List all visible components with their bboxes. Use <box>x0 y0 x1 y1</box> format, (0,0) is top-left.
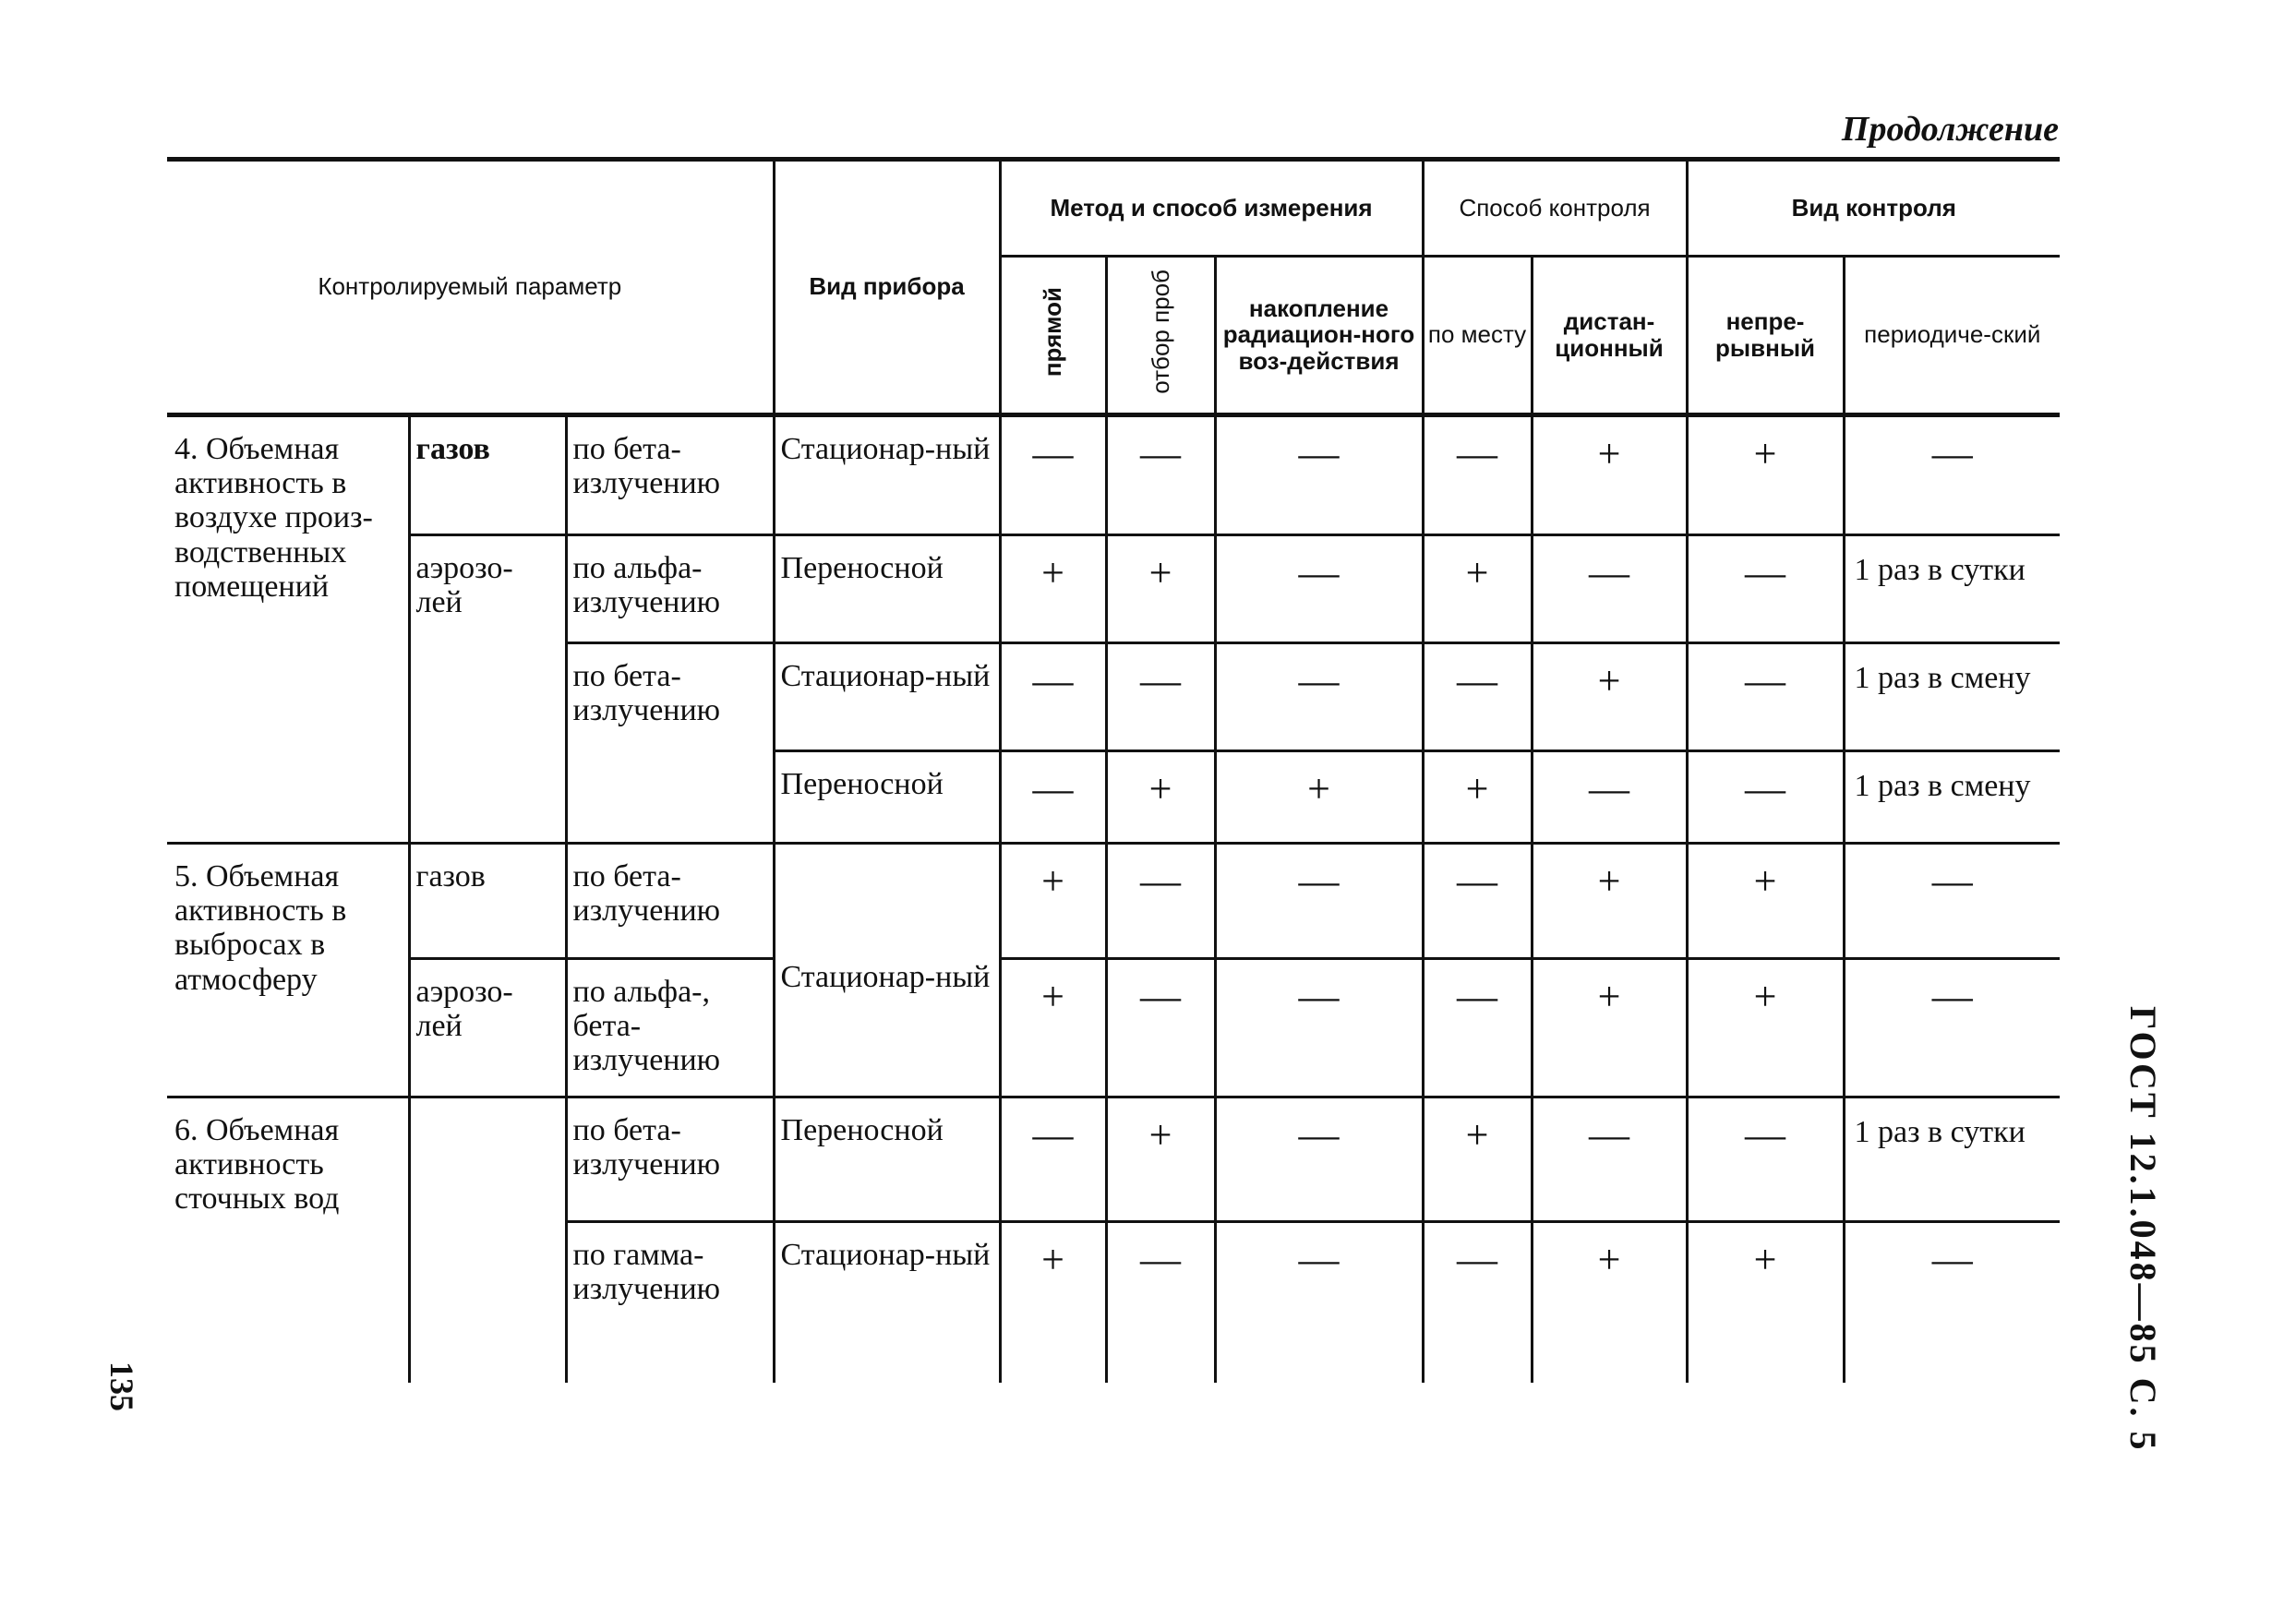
mark-cell: — <box>1844 958 2060 1097</box>
mark-cell: — <box>1844 843 2060 958</box>
device-cell: Стационар-ный <box>774 642 1000 750</box>
radiation-cell: по бета-излучению <box>566 414 774 534</box>
mark-cell: — <box>1215 1097 1423 1221</box>
header-periodic: периодиче-ский <box>1844 256 2060 414</box>
header-sampling: отбор проб <box>1106 256 1215 414</box>
header-remote: дистан-ционный <box>1532 256 1687 414</box>
mark-cell: + <box>1423 1097 1532 1221</box>
mark-cell: + <box>1000 843 1106 958</box>
mark-cell: + <box>1215 750 1423 843</box>
radiation-cell: по альфа-излучению <box>566 534 774 642</box>
mark-cell: — <box>1687 534 1844 642</box>
mark-cell: + <box>1423 750 1532 843</box>
radiation-cell: по бета-излучению <box>566 843 774 958</box>
mark-cell: + <box>1532 1221 1687 1383</box>
mark-cell: — <box>1215 534 1423 642</box>
mark-cell: — <box>1423 414 1532 534</box>
mark-cell: — <box>1215 642 1423 750</box>
mark-cell: + <box>1106 1097 1215 1221</box>
header-param: Контролируемый параметр <box>167 162 774 414</box>
mark-cell: — <box>1423 958 1532 1097</box>
continuation-label: Продолжение <box>1841 110 2059 149</box>
mark-cell: + <box>1000 1221 1106 1383</box>
medium-cell: газов <box>409 843 566 958</box>
radiation-cell: по бета-излучению <box>566 1097 774 1221</box>
mark-cell: — <box>1687 750 1844 843</box>
periodic-cell: 1 раз в смену <box>1844 642 2060 750</box>
medium-cell: аэрозо-лей <box>409 534 566 843</box>
page-number: 135 <box>103 1361 140 1411</box>
device-cell: Переносной <box>774 1097 1000 1221</box>
mark-cell: + <box>1532 843 1687 958</box>
param-cell: 4. Объемная активность в воздухе произ-водственных помещений <box>174 431 373 605</box>
mark-cell: — <box>1215 958 1423 1097</box>
mark-cell: + <box>1687 958 1844 1097</box>
mark-cell: + <box>1106 534 1215 642</box>
param-cell: 6. Объемная активность сточных вод <box>167 1097 409 1383</box>
mark-cell: + <box>1687 1221 1844 1383</box>
mark-cell: + <box>1423 534 1532 642</box>
medium-cell: аэрозо-лей <box>409 958 566 1097</box>
radiation-cell: по альфа-, бета-излучению <box>566 958 774 1097</box>
header-device-type: Вид прибора <box>774 162 1000 414</box>
mark-cell: — <box>1423 642 1532 750</box>
mark-cell: — <box>1687 642 1844 750</box>
header-direct: прямой <box>1000 256 1106 414</box>
mark-cell: — <box>1844 414 2060 534</box>
mark-cell: + <box>1687 414 1844 534</box>
mark-cell: — <box>1106 958 1215 1097</box>
table-row <box>167 1097 2060 1221</box>
mark-cell: + <box>1000 958 1106 1097</box>
mark-cell: — <box>1000 750 1106 843</box>
mark-cell: — <box>1106 843 1215 958</box>
device-cell: Переносной <box>774 534 1000 642</box>
mark-cell: — <box>1106 414 1215 534</box>
radiation-cell: по бета-излучению <box>566 642 774 843</box>
mark-cell: — <box>1687 1097 1844 1221</box>
mark-cell: — <box>1215 414 1423 534</box>
periodic-cell: 1 раз в сутки <box>1844 1097 2060 1221</box>
header-control-method: Способ контроля <box>1423 162 1687 256</box>
mark-cell: — <box>1532 534 1687 642</box>
table-row <box>167 958 2060 1097</box>
device-cell: Стационар-ный <box>774 1221 1000 1383</box>
mark-cell: — <box>1844 1221 2060 1383</box>
table-row <box>167 414 2060 534</box>
mark-cell: — <box>1000 1097 1106 1221</box>
mark-cell: — <box>1106 1221 1215 1383</box>
standard-code: ГОСТ 12.1.048—85 С. 5 <box>2122 1006 2164 1453</box>
header-method-group: Метод и способ измерения <box>1000 162 1423 256</box>
mark-cell: + <box>1532 958 1687 1097</box>
device-cell: Переносной <box>774 750 1000 843</box>
medium-cell: газов <box>409 414 566 534</box>
header-local: по месту <box>1423 256 1532 414</box>
periodic-cell: 1 раз в сутки <box>1844 534 2060 642</box>
radiation-cell: по гамма-излучению <box>566 1221 774 1383</box>
device-cell: Стационар-ный <box>774 414 1000 534</box>
mark-cell: + <box>1106 750 1215 843</box>
control-table <box>167 162 2060 1383</box>
param-cell: 5. Объемная активность в выбросах в атмосферу <box>167 843 409 1097</box>
mark-cell: — <box>1000 414 1106 534</box>
periodic-cell: 1 раз в смену <box>1844 750 2060 843</box>
header-control-kind: Вид контроля <box>1687 162 2060 256</box>
mark-cell: + <box>1000 534 1106 642</box>
header-continuous: непре-рывный <box>1687 256 1844 414</box>
mark-cell: + <box>1532 642 1687 750</box>
mark-cell: — <box>1532 750 1687 843</box>
device-cell: Стационар-ный <box>774 843 1000 1097</box>
table-row <box>167 843 2060 958</box>
header-accumulation: накопление радиацион-ного воз-действия <box>1215 256 1423 414</box>
mark-cell: — <box>1423 1221 1532 1383</box>
mark-cell: — <box>1423 843 1532 958</box>
medium-cell-empty <box>409 1097 566 1383</box>
mark-cell: — <box>1532 1097 1687 1221</box>
mark-cell: + <box>1687 843 1844 958</box>
mark-cell: + <box>1532 414 1687 534</box>
table-row <box>167 534 2060 642</box>
mark-cell: — <box>1215 843 1423 958</box>
mark-cell: — <box>1215 1221 1423 1383</box>
mark-cell: — <box>1106 642 1215 750</box>
mark-cell: — <box>1000 642 1106 750</box>
